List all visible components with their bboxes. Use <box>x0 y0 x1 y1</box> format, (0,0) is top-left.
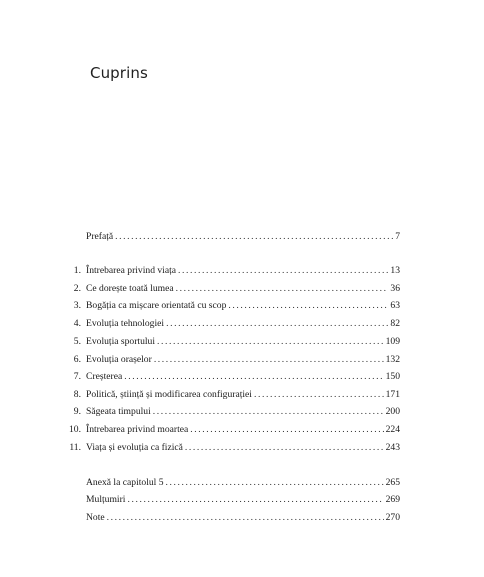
chapter-number: 3. <box>73 300 81 311</box>
toc-entry-chapter-4 <box>0 317 484 331</box>
toc-page-number: 200 <box>385 406 400 417</box>
toc-page-number: 224 <box>385 424 400 435</box>
toc-entry-chapter-9 <box>0 405 484 419</box>
toc-entry-chapter-2 <box>0 282 484 296</box>
dot-leader <box>154 353 384 367</box>
toc-page-number: 171 <box>385 389 400 400</box>
toc-entry-label: Creșterea <box>86 371 123 382</box>
chapter-number: 2. <box>73 283 81 294</box>
toc-entry-label: Întrebarea privind viața <box>86 265 177 276</box>
chapter-number: 4. <box>73 318 81 329</box>
chapter-number: 7. <box>73 371 81 382</box>
toc-page-number: 13 <box>390 265 400 276</box>
dot-leader <box>115 230 393 244</box>
toc-entry-notes <box>0 511 484 525</box>
dot-leader <box>153 405 384 419</box>
toc-entry-label: Evoluția sportului <box>86 336 156 347</box>
toc-page-number: 109 <box>385 336 400 347</box>
page-title: Cuprins <box>90 64 148 82</box>
chapter-number: 6. <box>73 354 81 365</box>
chapter-number: 1. <box>73 265 81 276</box>
toc-page-number: 150 <box>385 371 400 382</box>
toc-entry-chapter-7 <box>0 370 484 384</box>
toc-entry-label: Întrebarea privind moartea <box>86 424 189 435</box>
toc-page-number: 265 <box>385 477 400 488</box>
toc-entry-appendix <box>0 476 484 490</box>
dot-leader <box>157 335 384 349</box>
dot-leader <box>178 264 388 278</box>
toc-page-number: 7 <box>395 231 400 242</box>
toc-entry-chapter-6 <box>0 353 484 367</box>
dot-leader <box>124 370 383 384</box>
toc-entry-acknowledgements <box>0 493 484 507</box>
toc-page-number: 132 <box>385 354 400 365</box>
toc-entry-label: Anexă la capitolul 5 <box>86 477 164 488</box>
toc-entry-label: Evoluția orașelor <box>86 354 152 365</box>
toc-page-number: 269 <box>385 494 400 505</box>
dot-leader <box>228 299 388 313</box>
dot-leader <box>190 423 383 437</box>
toc-entry-chapter-3 <box>0 299 484 313</box>
chapter-number: 5. <box>73 336 81 347</box>
dot-leader <box>107 511 384 525</box>
toc-entry-chapter-11 <box>0 441 484 455</box>
chapter-number: 11. <box>69 442 81 453</box>
toc-page-number: 63 <box>390 300 400 311</box>
toc-entry-label: Evoluția tehnologiei <box>86 318 165 329</box>
toc-entry-chapter-10 <box>0 423 484 437</box>
chapter-number: 8. <box>73 389 81 400</box>
toc-page-number: 243 <box>385 442 400 453</box>
dot-leader <box>127 493 383 507</box>
toc-entry-label: Ce dorește toată lumea <box>86 283 174 294</box>
dot-leader <box>254 388 384 402</box>
chapter-number: 10. <box>69 424 81 435</box>
toc-entry-label: Bogăția ca mișcare orientată cu scop <box>86 300 227 311</box>
toc-entry-label: Politică, știință și modificarea configurației <box>86 389 252 400</box>
toc-entry-label: Prefață <box>86 231 114 242</box>
dot-leader <box>166 476 384 490</box>
toc-page-number: 82 <box>390 318 400 329</box>
dot-leader <box>176 282 389 296</box>
toc-page-number: 36 <box>390 283 400 294</box>
toc-entry-label: Viața și evoluția ca fizică <box>86 442 183 453</box>
toc-entry-label: Note <box>86 512 105 523</box>
dot-leader <box>166 317 388 331</box>
toc-entry-label: Săgeata timpului <box>86 406 151 417</box>
toc-entry-chapter-8 <box>0 388 484 402</box>
toc-entry-chapter-5 <box>0 335 484 349</box>
toc-entry-preface <box>0 230 484 244</box>
chapter-number: 9. <box>73 406 81 417</box>
toc-page-number: 270 <box>385 512 400 523</box>
dot-leader <box>185 441 384 455</box>
toc-entry-chapter-1 <box>0 264 484 278</box>
toc-entry-label: Mulțumiri <box>86 494 126 505</box>
